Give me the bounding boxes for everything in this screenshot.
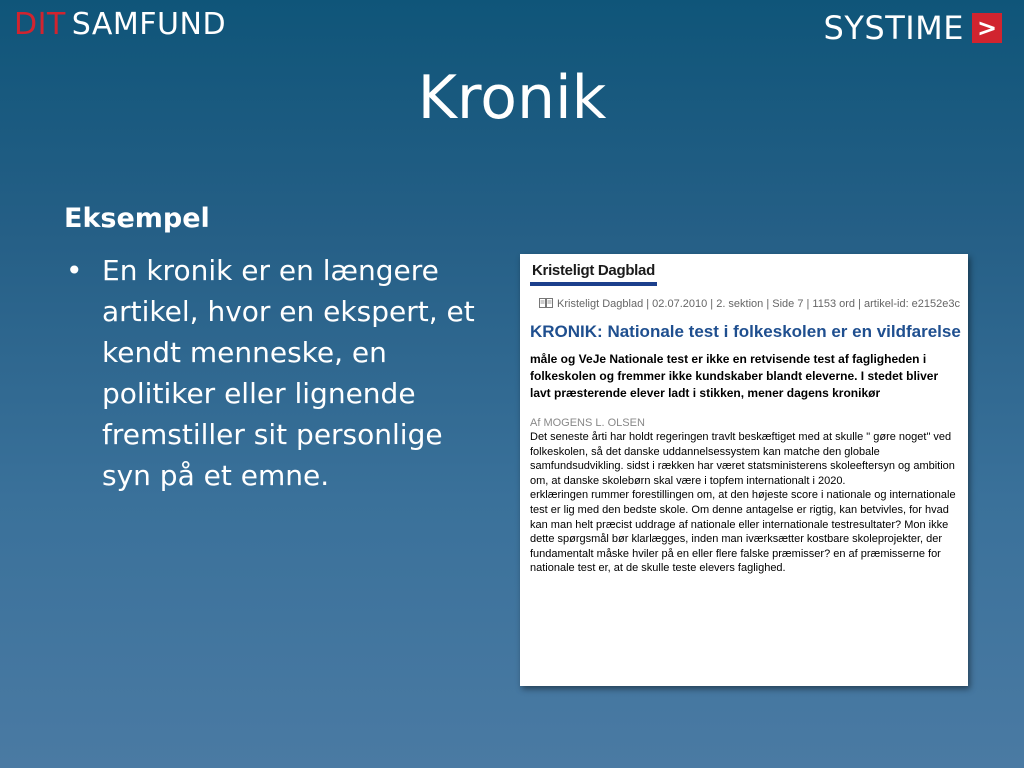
newspaper-logo: Kristeligt Dagblad — [530, 262, 657, 286]
article-paragraph: erklæringen rummer forestillingen om, at den højeste score i nationale og internationale test er lig med den bedste skole. Om denne antagelse er rigtig, kan betvivles, for hvad kan man helt præcist uddrage af nationale eller internationale testresultater? Mon ikke dette spørgsmål bør klarlægges, inden man iværksætter kostbare skoleprojekter, der fundamentalt måske hviler på en eller flere falske præmisser? en af præmisserne for nationale test er, at de skulle teste elevers faglighed. — [530, 489, 956, 575]
bullet-list — [60, 250, 500, 496]
newspaper-article-clipping — [520, 254, 968, 686]
article-paragraph: Det seneste årti har holdt regeringen travlt beskæftiget med at skulle " gøre noget" ved folkeskolen, så det danske uddannelsessystem kan matche den globale samfundsudvikling. sidst i rækken har været statsministerens skoleeftersyn og ambition om, at danske skolebørn skal være i topfem internationalt i 2020. — [530, 431, 955, 487]
article-meta — [530, 298, 962, 311]
brand-left-dit: DIT — [14, 7, 66, 42]
section-heading: Eksempel — [64, 203, 210, 234]
document-icon — [539, 298, 553, 308]
brand-left-samfund: SAMFUND — [71, 7, 227, 42]
systime-logo — [824, 8, 1002, 48]
article-meta-text: Kristeligt Dagblad | 02.07.2010 | 2. sektion | Side 7 | 1153 ord | artikel-id: e2152e3c — [557, 298, 960, 310]
article-author: Af MOGENS L. OLSEN — [530, 417, 645, 429]
slide-title: Kronik — [417, 63, 607, 133]
arrow-right-icon: > — [972, 13, 1002, 43]
article-lead: måle og VeJe Nationale test er ikke en retvisende test af fagligheden i folkeskolen og fremmer ikke kundskaber blandt eleverne. I stedet bliver lavt præsterende elever ladt i stikken, mener dagens kronikør — [530, 352, 939, 400]
dit-samfund-logo — [14, 6, 226, 44]
bullet-text: En kronik er en længere artikel, hvor en ekspert, et kendt menneske, en politiker eller lignende fremstiller sit personlige syn på et emne. — [102, 254, 475, 492]
brand-right-systime: SYSTIME — [823, 9, 964, 47]
article-title: KRONIK: Nationale test i folkeskolen er en vildfarelse — [530, 322, 961, 341]
bullet-item — [60, 250, 500, 496]
bullet-dot-icon: • — [66, 254, 83, 287]
